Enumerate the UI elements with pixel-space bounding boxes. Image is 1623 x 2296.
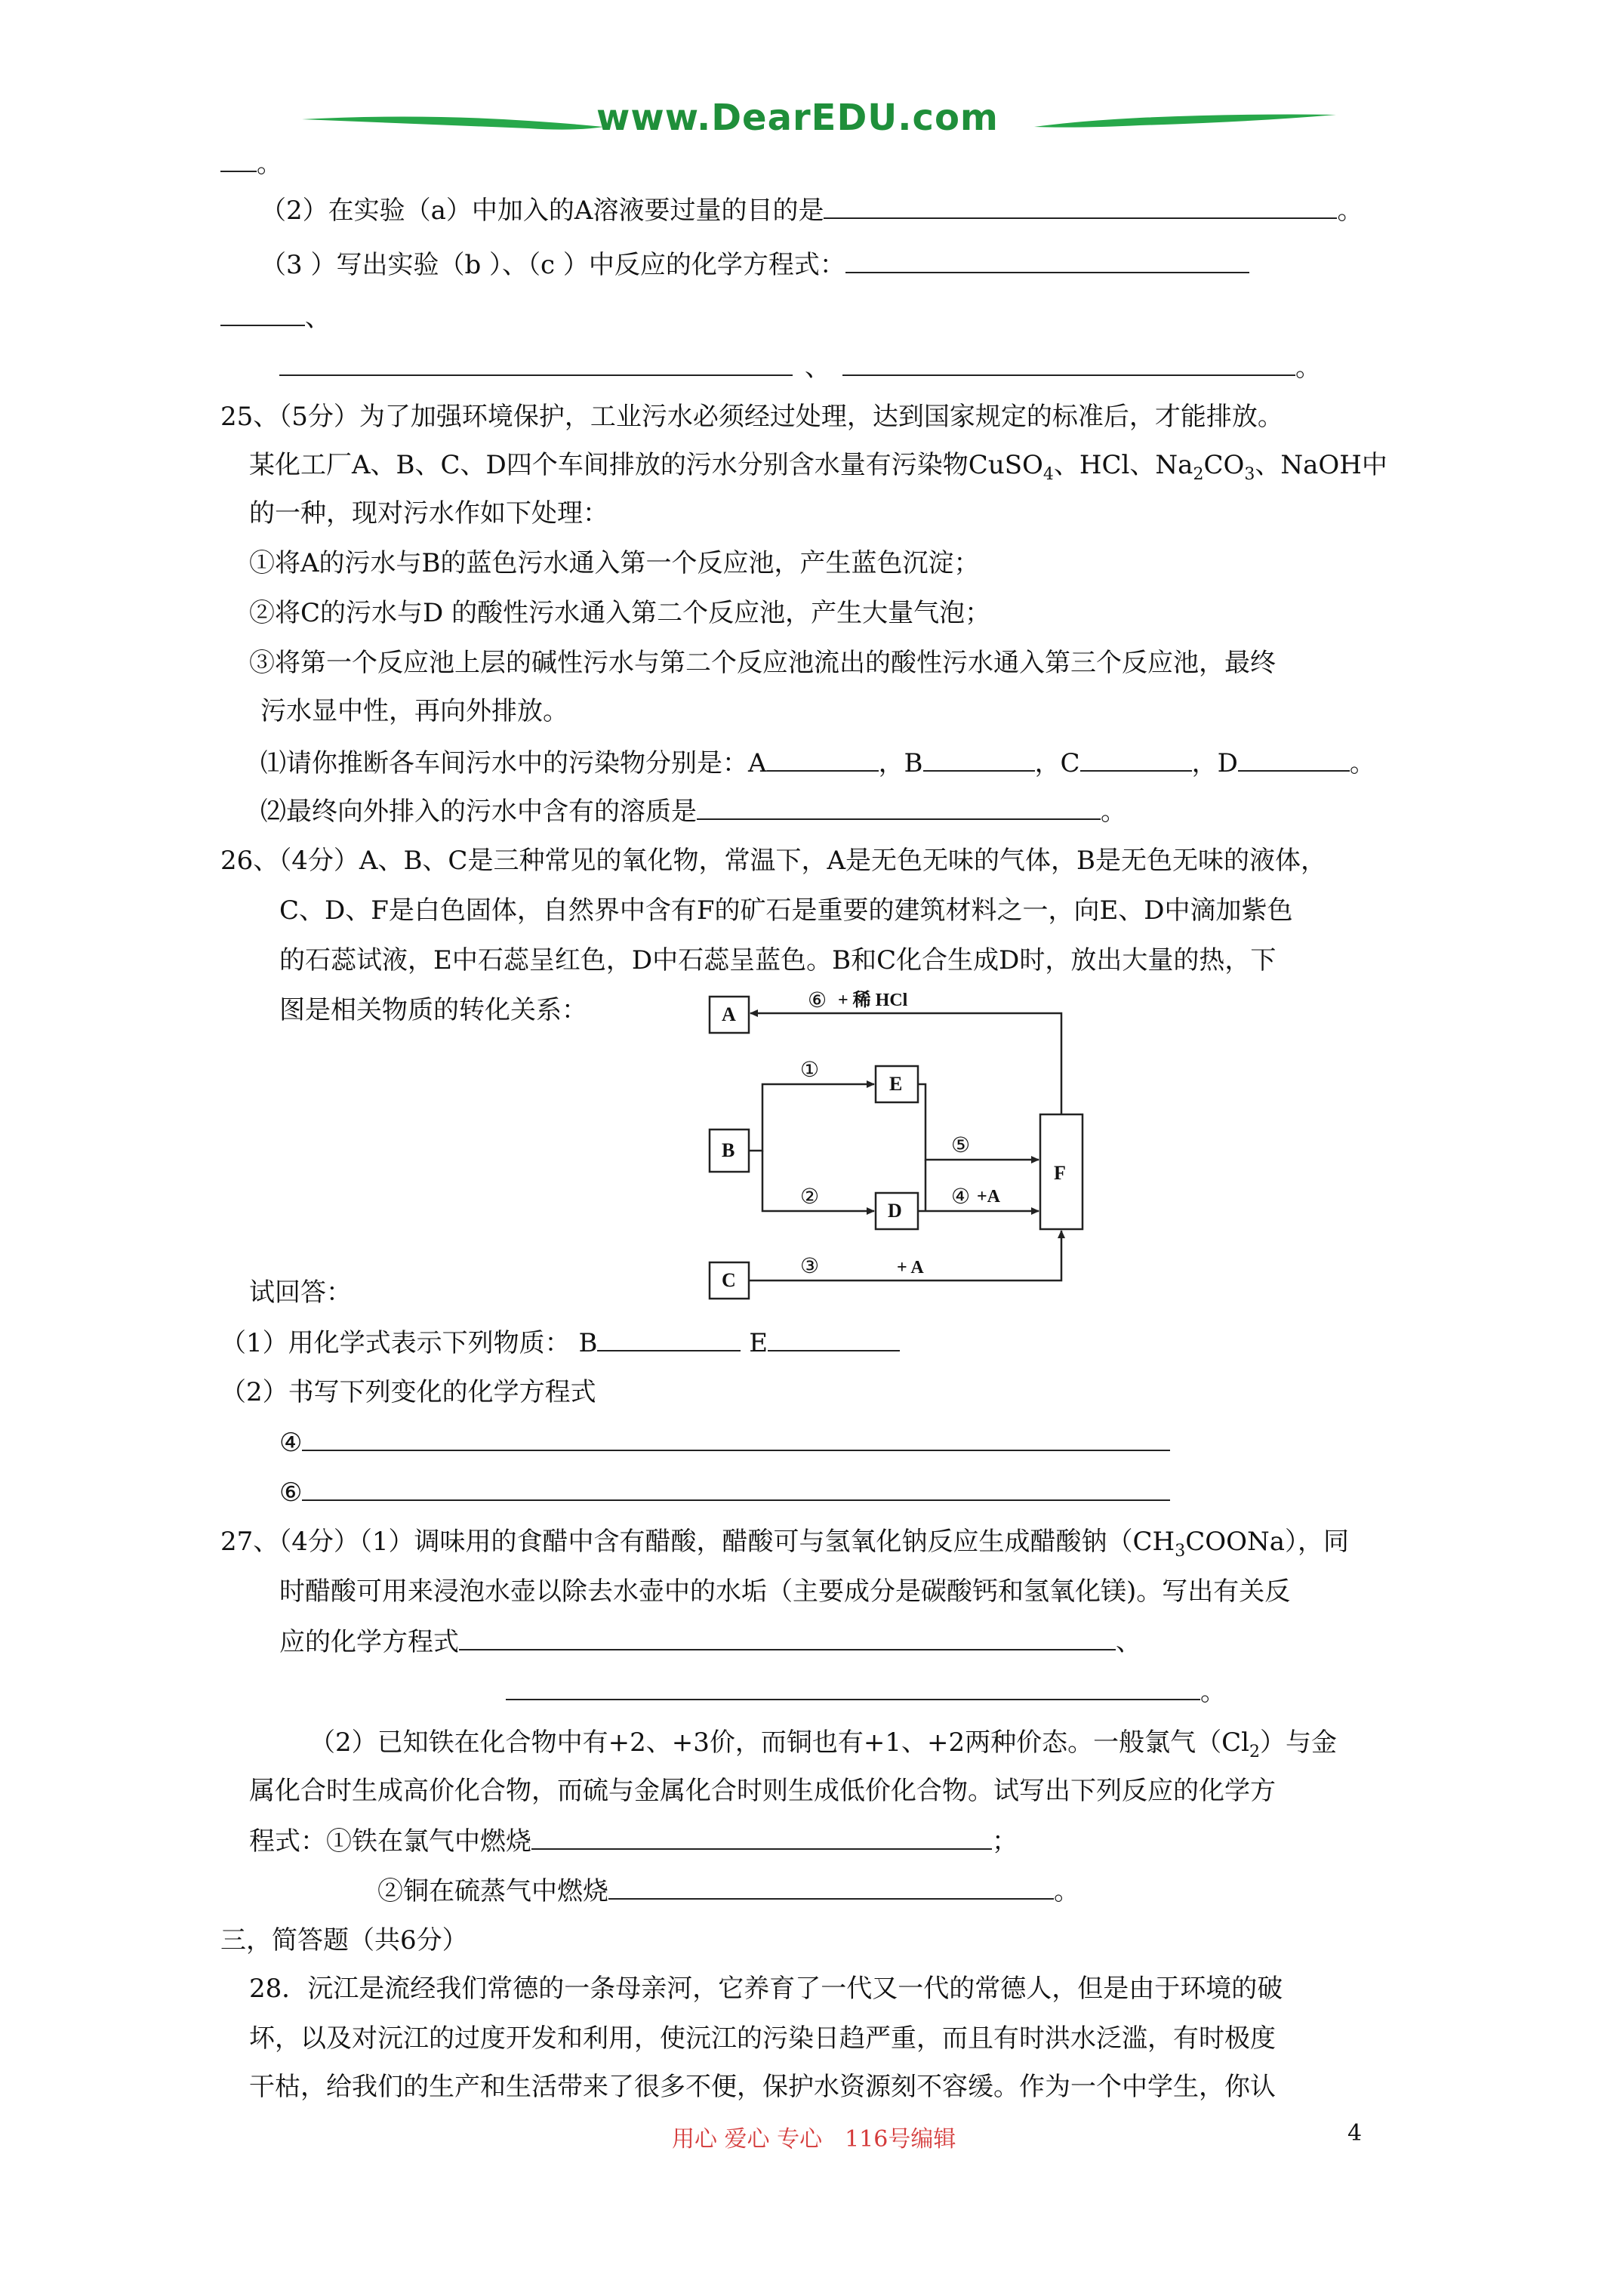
reaction-2: ② (800, 1184, 820, 1209)
reaction-4: ④ (951, 1184, 971, 1209)
q25-line5: ②将C的污水与D 的酸性污水通入第二个反应池，产生大量气泡； (249, 598, 991, 628)
label-E: E (889, 1073, 903, 1095)
q24-part3: （3 ）写出实验（b ）、（c ）中反应的化学方程式： (260, 249, 1249, 281)
q27-line7: 程式：①铁在氯气中燃烧 ； (249, 1826, 1018, 1857)
q27-line1: 27、（4分）（1）调味用的食醋中含有醋酸，醋酸可与氢氧化钠反应生成醋酸钠$(CH_3COONa)$，同 (220, 1527, 1349, 1561)
q25-line8: ⑴请你推断各车间污水中的污染物分别是：A ，B ，C ，D 。 (260, 748, 1375, 778)
q26-line2: C、D、F是白色固体，自然界中含有F的矿石是重要的建筑材料之一，向E、D中滴加紫色 (279, 895, 1293, 926)
q26-line3: 的石蕊试液，E中石蕊呈红色，D中石蕊呈蓝色。B和C化合生成D时，放出大量的热，下 (279, 945, 1277, 975)
q25-line6: ③将第一个反应池上层的碱性污水与第二个反应池流出的酸性污水通入第三个反应池，最终 (249, 648, 1276, 678)
q25-line4: ①将A的污水与B的蓝色污水通入第一个反应池，产生蓝色沉淀； (249, 548, 980, 578)
label-plus-a-3: + A (897, 1258, 924, 1277)
label-B: B (722, 1139, 735, 1161)
q28-line2: 坏，以及对沅江的过度开发和利用，使沅江的污染日趋严重，而且有时洪水泛滥，有时极度 (249, 2023, 1276, 2054)
q24-part3-blanks: 、 。 (279, 352, 1321, 384)
header-wave-right (1034, 98, 1336, 143)
q24-part2: （2）在实验（a）中加入的A溶液要过量的目的是 。 (260, 196, 1363, 226)
q24-part3-cont: 、 (220, 302, 331, 334)
q26-part1: （1）用化学式表示下列物质： B E (220, 1327, 900, 1359)
q28-line1: 28．沅江是流经我们常德的一条母亲河，它养育了一代又一代的常德人，但是由于环境的破 (249, 1974, 1283, 2004)
q27-line5: （2）已知铁在化合物中有+2、+3价，而铜也有+1、+2两种价态。一般氯气$(Cl_2)$与金 (310, 1727, 1337, 1761)
footer-text: 用心 爱心 专心 116号编辑 (672, 2126, 956, 2153)
q25-line2: 某化工厂A、B、C、D四个车间排放的污水分别含水量有污染物CuSO$_4$、HCl、$Na_2CO_3$、NaOH中 (249, 450, 1387, 484)
label-A: A (722, 1003, 736, 1025)
transformation-diagram (702, 982, 1110, 1314)
section-3-title: 三，简答题（共6分） (220, 1925, 468, 1955)
q27-line8: ②铜在硫蒸气中燃烧 。 (377, 1876, 1079, 1906)
q27-line2: 时醋酸可用来浸泡水壶以除去水壶中的水垢（主要成分是碳酸钙和氢氧化镁)。写出有关反 (279, 1576, 1291, 1607)
q26-eq4: ④ (279, 1427, 1170, 1459)
q25-line1: 25、（5分）为了加强环境保护，工业污水必须经过处理，达到国家规定的标准后，才能排放。 (220, 402, 1283, 432)
label-C: C (722, 1269, 736, 1291)
reaction-6: ⑥ (808, 988, 827, 1012)
q27-line3: 应的化学方程式 、 (279, 1627, 1141, 1657)
q26-line4: 图是相关物质的转化关系： (279, 995, 587, 1025)
q27-line6: 属化合时生成高价化合物，而硫与金属化合时则生成低价化合物。试写出下列反应的化学方 (249, 1776, 1276, 1806)
header-wave-left (302, 98, 604, 143)
q25-line3: 的一种，现对污水作如下处理： (249, 498, 608, 529)
reaction-5: ⑤ (951, 1133, 971, 1157)
reaction-1: ① (800, 1057, 820, 1082)
q25-line9: ⑵最终向外排入的污水中含有的溶质是 。 (260, 797, 1126, 827)
q26-part2: （2）书写下列变化的化学方程式 (220, 1377, 596, 1407)
q26-answer-prompt: 试回答： (249, 1277, 352, 1308)
page-number: 4 (1347, 2120, 1363, 2147)
label-plus-hcl: + 稀 HCl (838, 991, 908, 1010)
label-F: F (1054, 1162, 1066, 1184)
site-logo: www.DearEDU.com (596, 97, 999, 139)
label-plus-a-4: +A (977, 1187, 1001, 1207)
q24-fragment: 。 (220, 148, 282, 180)
q27-line4: 。 (506, 1676, 1226, 1708)
label-D: D (888, 1200, 902, 1222)
q25-line7: 污水显中性，再向外排放。 (260, 696, 568, 726)
q28-line3: 干枯，给我们的生产和生活带来了很多不便，保护水资源刻不容缓。作为一个中学生，你认 (249, 2072, 1276, 2102)
q26-line1: 26、（4分）A、B、C是三种常见的氧化物，常温下，A是无色无味的气体，B是无色无味的液体， (220, 846, 1326, 876)
reaction-3: ③ (800, 1253, 820, 1278)
q26-eq6: ⑥ (279, 1477, 1170, 1509)
